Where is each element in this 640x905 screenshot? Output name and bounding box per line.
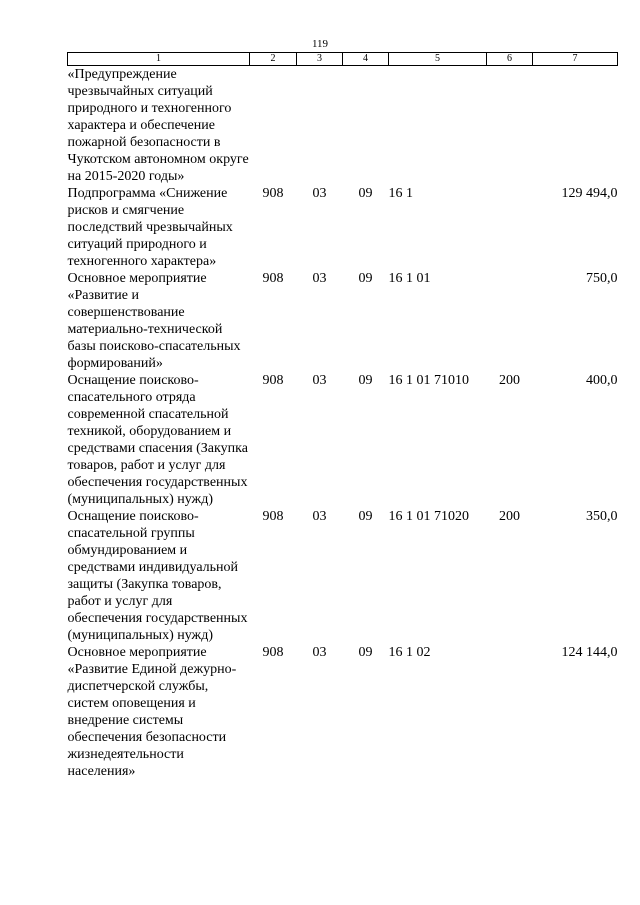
budget-table (67, 52, 618, 780)
row-name: Основное мероприятие «Развитие и совершенствование материально-технической базы поисково-спасательных формирований» (67, 271, 241, 371)
column-number-6: 6 (487, 53, 533, 66)
ministry-code: 908 (262, 373, 284, 388)
section-code: 03 (312, 186, 327, 201)
target-article-code: 16 1 (388, 186, 413, 201)
section-code: 03 (312, 645, 327, 660)
column-number-3: 3 (297, 53, 343, 66)
section-code: 03 (312, 373, 327, 388)
subsection-code: 09 (358, 186, 373, 201)
amount: 129 494,0 (561, 186, 618, 201)
ministry-code: 908 (262, 509, 284, 524)
table-row (68, 270, 618, 372)
amount: 350,0 (586, 509, 618, 524)
expense-type-code: 200 (499, 509, 520, 524)
target-article-code: 16 1 02 (388, 645, 431, 660)
column-number-5: 5 (389, 53, 487, 66)
column-number-2: 2 (250, 53, 297, 66)
section-code: 03 (312, 509, 327, 524)
section-code (297, 66, 343, 186)
column-number-header-row (68, 53, 618, 66)
target-article-code: 16 1 01 71010 (388, 373, 469, 388)
expense-type-code (487, 270, 533, 372)
row-name: Оснащение поисково-спасательного отряда современной спасательной техникой, оборудованием и средствами спасения (Закупка товаров, работ и услуг для обеспечения государственных (муниципальных) нужд) (67, 373, 248, 507)
subsection-code: 09 (358, 509, 373, 524)
row-name: Подпрограмма «Снижение рисков и смягчение последствий чрезвычайных ситуаций природного и техногенного характера» (67, 186, 233, 269)
table-row (68, 372, 618, 508)
table-row (68, 66, 618, 186)
ministry-code (250, 66, 297, 186)
expense-type-code (487, 185, 533, 270)
ministry-code: 908 (262, 186, 284, 201)
amount: 124 144,0 (561, 645, 618, 660)
column-number-4: 4 (343, 53, 389, 66)
amount: 400,0 (586, 373, 618, 388)
subsection-code: 09 (358, 271, 373, 286)
row-name: Оснащение поисково-спасательной группы обмундированием и средствами индивидуальной защиты (Закупка товаров, работ и услуг для обеспечения государственных (муниципальных) нужд) (67, 509, 248, 643)
amount (533, 66, 618, 186)
target-article-code (389, 66, 487, 186)
row-name: «Предупреждение чрезвычайных ситуаций природного и техногенного характера и обеспечение пожарной безопасности в Чукотском автономном округе на 2015-2020 годы» (67, 67, 249, 184)
row-name: Основное мероприятие «Развитие Единой дежурно-диспетчерской службы, систем оповещения и внедрение системы обеспечения безопасности жизнедеятельности населения» (67, 645, 237, 779)
section-code: 03 (312, 271, 327, 286)
target-article-code: 16 1 01 (388, 271, 431, 286)
column-number-1: 1 (68, 53, 250, 66)
subsection-code: 09 (358, 645, 373, 660)
ministry-code: 908 (262, 645, 284, 660)
target-article-code: 16 1 01 71020 (388, 509, 469, 524)
expense-type-code: 200 (499, 373, 520, 388)
column-number-7: 7 (533, 53, 618, 66)
table-row (68, 185, 618, 270)
expense-type-code (487, 644, 533, 780)
subsection-code: 09 (358, 373, 373, 388)
expense-type-code (487, 66, 533, 186)
table-row (68, 508, 618, 644)
table-row (68, 644, 618, 780)
amount: 750,0 (586, 271, 618, 286)
ministry-code: 908 (262, 271, 284, 286)
page-number: 119 (311, 38, 329, 50)
subsection-code (343, 66, 389, 186)
